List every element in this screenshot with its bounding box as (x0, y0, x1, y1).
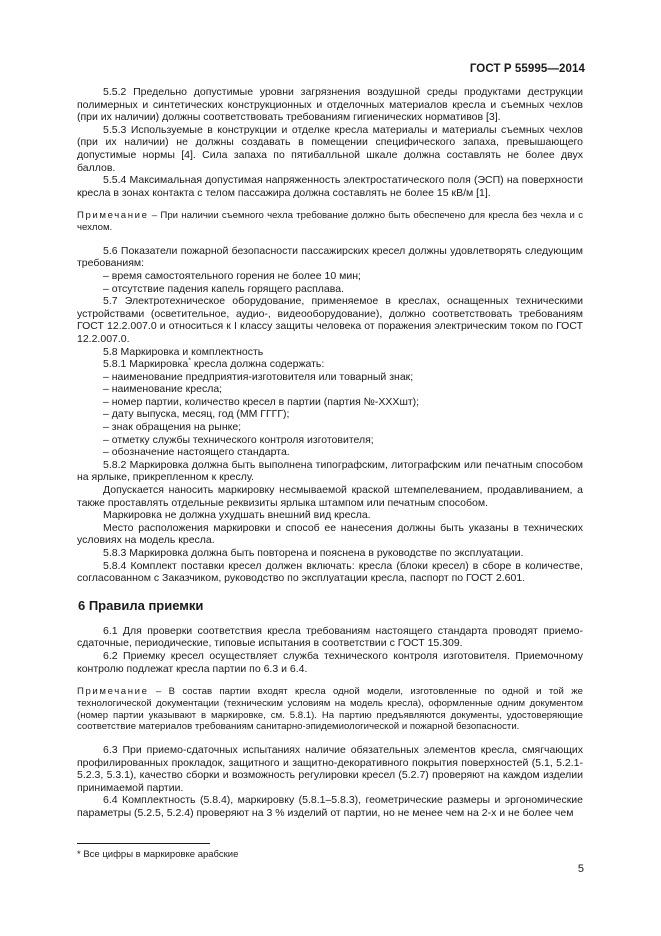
note-label: Примечание (77, 210, 149, 222)
note-text: – В состав партии входят кресла одной модели, изготовленные по одной и той же технологической документации (техническим условиям на модель кресла), оформленные одним документом (номер партии указывают в маркировке, см. 5.8.1). На партию предъявляются документы, удостоверяющие соответствие материалов требованиям санитарно-эпидемиологической и пожарной безопасности. (77, 686, 583, 733)
footnote: * Все цифры в маркировке арабские (77, 849, 239, 860)
list-item: – дату выпуска, месяц, год (ММ ГГГГ); (103, 408, 290, 421)
note-batch (77, 686, 583, 733)
page-number: 5 (577, 863, 584, 875)
paragraph-5-8-3: 5.8.3 Маркировка должна быть повторена и пояснена в руководстве по эксплуатации. (103, 547, 524, 559)
paragraph-5-8-2b: Допускается наносить маркировку несмываемой краской штемпелеванием, продавливанием, а также проставлять отдельные реквизиты ярлыка штампом или печатным способом. (77, 484, 583, 509)
list-item: – время самостоятельного горения не более 10 мин; (103, 269, 361, 282)
paragraph-5-5-4: 5.5.4 Максимальная допустимая напряженность электростатического поля (ЭСП) на поверхности кресла в зонах контакта с телом пассажира должна составлять не более 15 кВ/м [1]. (77, 174, 583, 199)
note-text: – При наличии съемного чехла требование должно быть обеспечено для кресла без чехла и с чехлом. (77, 210, 583, 234)
list-item: – отметку службы технического контроля изготовителя; (103, 433, 374, 446)
paragraph-5-8-2d: Место расположения маркировки и способ ее нанесения должны быть указаны в технических условиях на модель кресла. (77, 521, 583, 547)
list-item: – наименование кресла; (103, 383, 223, 396)
footnote-divider (77, 843, 210, 844)
paragraph-6-1: 6.1 Для проверки соответствия кресла требованиям настоящего стандарта проводят приемо-сдаточные, периодические, типовые испытания в соответствии с ГОСТ 15.309. (77, 624, 583, 650)
paragraph-5-8-4: 5.8.4 Комплект поставки кресел должен включать: кресла (блоки кресел) в сборе в количестве, согласованном с Заказчиком, руководство по эксплуатации кресла, паспорт по ГОСТ 2.601. (77, 559, 583, 585)
list-item: – отсутствие падения капель горящего расплава. (103, 282, 344, 295)
paragraph-5-8: 5.8 Маркировка и комплектность (103, 345, 264, 358)
list-item: – обозначение настоящего стандарта. (103, 446, 290, 459)
paragraph-6-3: 6.3 При приемо-сдаточных испытаниях наличие обязательных элементов кресла, смягчающих профилированных прокладок, защитного и защитно-декоративного покрытия поверхностей (5.1, 5.2.1-5.2.3, 5.3.1), качество сборки и возможность регулировки кресел (5.2.7) проверяют на каждом изделии принимаемой партии. (77, 743, 583, 794)
paragraph-5-7: 5.7 Электротехническое оборудование, применяемое в креслах, оснащенных техническими устройствами (осветительное, аудио-, видеооборудование), должно соответствовать требованиям ГОСТ 12.2.007.0 и относиться к I классу защиты человека от поражения электрическим током по ГОСТ 12.2.007.0. (77, 295, 583, 345)
paragraph-5-8-1: 5.8.1 Маркировка* кресла должна содержать: (103, 357, 325, 371)
list-item: – наименование предприятия-изготовителя или товарный знак; (103, 370, 414, 383)
page-body (77, 86, 583, 820)
paragraph-6-4: 6.4 Комплектность (5.8.4), маркировку (5.8.1–5.8.3), геометрические размеры и эргономические параметры (5.2.5, 5.2.4) проверяют на 3 % изделий от партии, но не менее чем на 2-х и не более чем (77, 794, 583, 819)
document-header: ГОСТ Р 55995—2014 (469, 63, 585, 75)
list-item: – знак обращения на рынке; (103, 421, 242, 434)
list-item: – номер партии, количество кресел в партии (партия №-ХХХшт); (103, 395, 420, 408)
note-seat-cover (77, 210, 583, 233)
paragraph-5-8-2: 5.8.2 Маркировка должна быть выполнена типографским, литографским или печатным способом на ярлыке, прикрепленном к креслу. (77, 458, 583, 484)
paragraph-6-2: 6.2 Приемку кресел осуществляет служба технического контроля изготовителя. Приемочному контролю подлежат кресла партии по 6.3 и 6.4. (77, 649, 583, 675)
paragraph-5-8-2c: Маркировка не должна ухудшать внешний вид кресла. (103, 509, 371, 522)
paragraph-5-5-2: 5.5.2 Предельно допустимые уровни загрязнения воздушной среды продуктами деструкции полимерных и синтетических конструкционных и отделочных материалов кресла и съемных чехлов (при их наличии) должны соответствовать требованиям гигиенических нормативов [3]. (77, 86, 583, 124)
section-6-heading: 6 Правила приемки (78, 597, 204, 613)
footnote-marker: * (188, 357, 191, 365)
paragraph-5-6: 5.6 Показатели пожарной безопасности пассажирских кресел должны удовлетворять следующим требованиям: (77, 244, 583, 270)
note-label: Примечание (77, 686, 149, 698)
paragraph-5-5-3: 5.5.3 Используемые в конструкции и отделке кресла материалы и материалы съемных чехлов (при их наличии) не должны создавать в помещении специфического запаха, превышающего допустимые нормы [4]. Сила запаха по пятибалльной шкале должна составлять не более двух баллов. (77, 123, 583, 174)
